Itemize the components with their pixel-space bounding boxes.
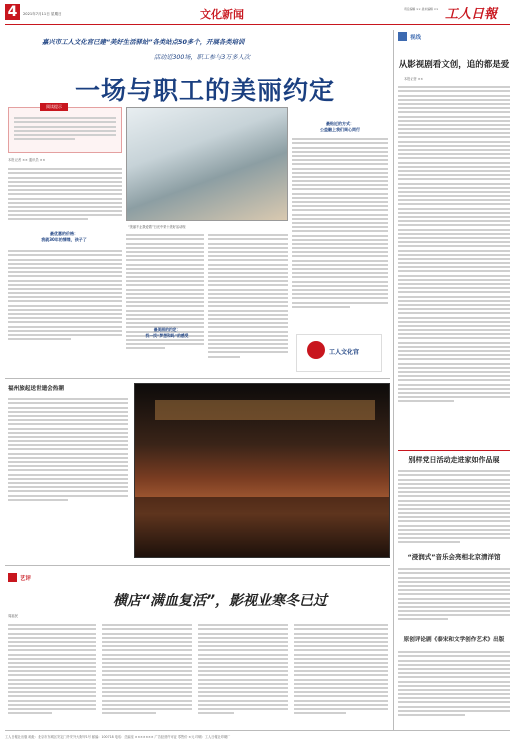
brief1-title: 别样党日活动走进家如作品展 <box>408 456 500 464</box>
body-col-3 <box>208 232 288 360</box>
brief3-title: 原创评论剧《泰宋和文学创作艺术》出版 <box>403 637 505 643</box>
photo1-text <box>8 396 128 503</box>
art-tag <box>8 573 48 582</box>
body-col-1a <box>8 166 122 223</box>
art-tag-icon <box>8 573 17 582</box>
intro-box <box>8 104 122 153</box>
page-number: 4 <box>5 4 20 20</box>
brief3-body <box>398 649 510 718</box>
art-tag-label: 艺评 <box>20 576 32 582</box>
sub-heading-2: 最贴近的方式： 公益融上我们周心同行 <box>320 121 360 132</box>
column-title: 从影视剧看文创，追的都是爱 <box>398 60 510 70</box>
lead-subtitle: 活动近300场，职工参与3万多人次 <box>153 54 251 61</box>
art-title: 横店“满血复活”，影视业寒冬已过 <box>112 593 328 609</box>
column-tag-label: 视线 <box>410 35 422 41</box>
logo-box <box>296 334 382 372</box>
photo-caption: “美丽不止我爱着”日光中采十美好活动现 <box>128 225 186 229</box>
sub-heading-1: 最优惠的价格： 我就30年的情缘，孩子了 <box>41 231 87 242</box>
column-body <box>398 84 510 404</box>
lead-photo <box>126 107 288 221</box>
photo1-highlight <box>155 400 375 420</box>
column-tag <box>398 32 510 41</box>
column-tag-icon <box>398 32 407 41</box>
section-divider-1 <box>5 378 390 379</box>
photo1-image <box>134 383 390 558</box>
photo1-caption: 福州旅起送世遗会热潮 <box>8 386 64 392</box>
art-col-1 <box>8 622 96 716</box>
art-byline: 周福民 <box>8 614 18 618</box>
brief2-title: “浸润式”音乐会亮相北京清洋馆 <box>407 553 501 561</box>
editor-credit: 责任编辑 ×× 美术编辑 ×× <box>404 7 439 11</box>
art-col-3 <box>198 622 288 716</box>
logo-text: 工人文化宫 <box>329 349 360 356</box>
lead-headline: 一场与职工的美丽约定 <box>74 76 335 105</box>
section-title: 文化新闻 <box>200 8 244 21</box>
column-divider <box>393 30 394 730</box>
section-divider-2 <box>5 565 390 566</box>
issue-date: 2021年7月11日 星期日 <box>23 12 62 16</box>
body-col-1b <box>8 248 122 342</box>
footer-rule <box>5 730 510 731</box>
footer-text: 工人日報社出版 地址：北京市东城区安定门外安外大街甲1号 邮编：100718 电话：总编室 ××××××× 广告经营许可证 零售价 ×元 印刷：工人日報社印刷厂 <box>5 735 231 739</box>
intro-tag: 阅读提示 <box>40 103 68 111</box>
art-col-2 <box>102 622 192 716</box>
photo1-crowd <box>135 497 389 557</box>
brief-rule-1 <box>398 450 510 451</box>
header-rule <box>5 24 510 25</box>
body-col-4 <box>292 136 388 310</box>
brief2-body <box>398 566 510 623</box>
art-col-4 <box>294 622 388 716</box>
brief1-body <box>398 468 510 546</box>
masthead-logo: 工人日報 <box>445 7 498 22</box>
logo-stamp <box>307 341 325 359</box>
sub-heading-3: 最美丽的约定： 找一找“梦想和吗”的感受 <box>145 327 189 338</box>
column-byline: 本报记者 ×× <box>404 77 424 81</box>
lead-byline: 本报记者 ×× 通讯员 ×× <box>8 158 46 162</box>
lead-kicker: 嘉兴市工人文化宫已建“美好生活驿站”各类站点50多个，开展各类培训 <box>42 38 245 46</box>
